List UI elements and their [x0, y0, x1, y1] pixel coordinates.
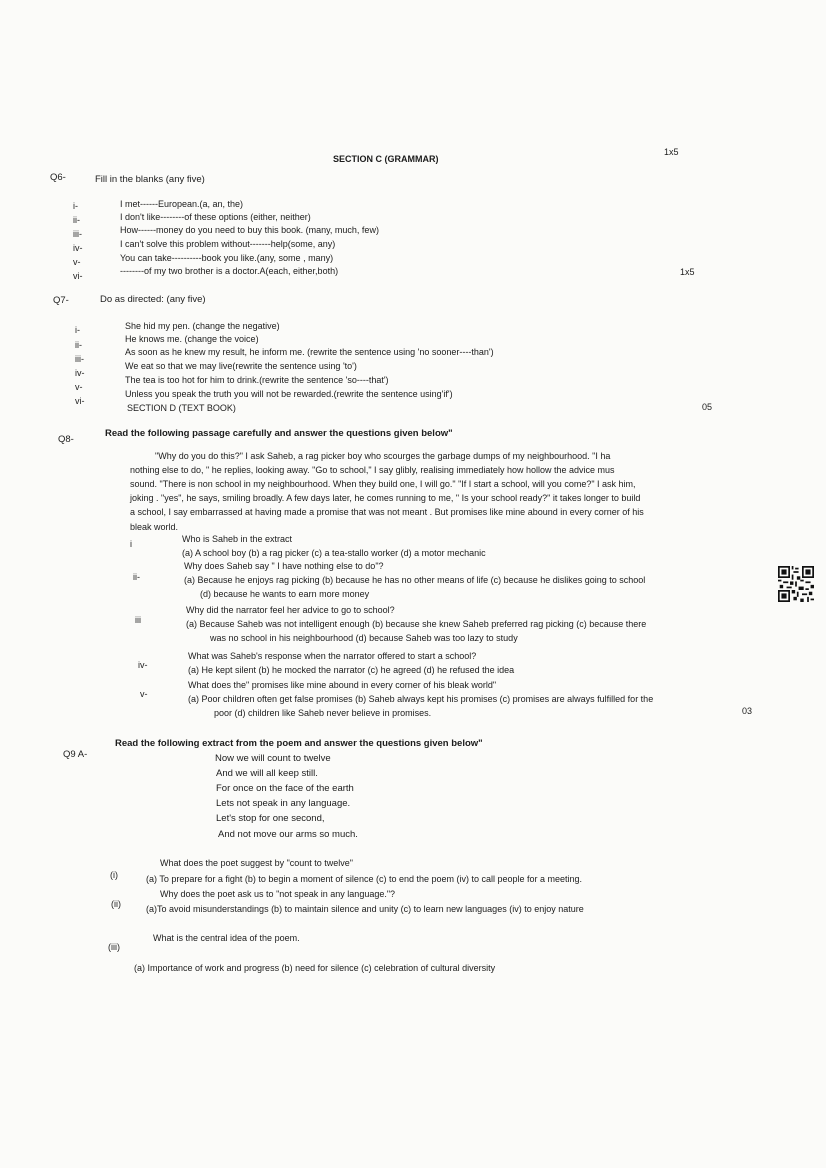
passage-line: a school, I say embarrassed at having made a promise that was not meant . But promises like mine abound in every corner of his	[130, 507, 644, 517]
section-d-marks: 05	[702, 402, 713, 412]
q8-question-text: Who is Saheb in the extract	[182, 534, 293, 544]
poem-line: Now we will count to twelve	[215, 753, 331, 764]
q9-option: (a) To prepare for a fight (b) to begin a moment of silence (c) to end the poem (iv) to call people for a meeting.	[146, 874, 583, 884]
q8-question-label: iv-	[138, 660, 148, 670]
qr-code-icon	[778, 566, 814, 602]
q9-question-text: What does the poet suggest by "count to twelve"	[160, 858, 354, 868]
section-c-title: SECTION C (GRAMMAR)	[333, 154, 439, 164]
q7-item-label: iv-	[75, 368, 85, 378]
q9-option: (a) Importance of work and progress (b) need for silence (c) celebration of cultural diversity	[134, 963, 496, 973]
q8-number: Q8-	[58, 434, 74, 445]
passage-line: "Why do you do this?" I ask Saheb, a rag picker boy who scourges the garbage dumps of my neighbourhood. "I ha	[155, 451, 611, 461]
q7-item-text: We eat so that we may live(rewrite the sentence using 'to')	[125, 361, 357, 371]
q7-item-label: vi-	[75, 396, 85, 406]
q7-item-text: She hid my pen. (change the negative)	[125, 321, 280, 331]
q6-item-label: iv-	[73, 243, 83, 253]
passage-line: bleak world.	[130, 522, 179, 532]
section-d-title: SECTION D (TEXT BOOK)	[127, 403, 236, 413]
q9-option: (a)To avoid misunderstandings (b) to maintain silence and unity (c) to learn new languages (iv) to enjoy nature	[146, 904, 584, 914]
q8-question-label: v-	[140, 689, 148, 699]
q8-option: (a) Because he enjoys rag picking (b) because he has no other means of life (c) because he dislikes going to school	[184, 575, 646, 585]
q8-question-text: Why does Saheb say " I have nothing else to do"?	[184, 561, 384, 571]
q6-item-text: How------money do you need to buy this book. (many, much, few)	[120, 225, 379, 235]
q9-question-label: (iii)	[108, 942, 120, 952]
q8-question-label: ii-	[133, 572, 140, 582]
q9-question-text: What is the central idea of the poem.	[153, 933, 300, 943]
poem-line: For once on the face of the earth	[216, 783, 354, 794]
q8-option: was no school in his neighbourhood (d) because Saheb was too lazy to study	[210, 633, 518, 643]
q7-item-text: The tea is too hot for him to drink.(rewrite the sentence 'so----that')	[125, 375, 389, 385]
q6-item-label: ii-	[73, 215, 80, 225]
poem-line: Let's stop for one second,	[216, 813, 325, 824]
q6-number: Q6-	[50, 172, 66, 183]
q6-item-label: vi-	[73, 271, 83, 281]
q8-option: (d) because he wants to earn more money	[200, 589, 370, 599]
q6-item-label: v-	[73, 257, 81, 267]
q8-option: (a) A school boy (b) a rag picker (c) a tea-stallo worker (d) a motor mechanic	[182, 548, 486, 558]
poem-line: And not move our arms so much.	[218, 829, 358, 840]
q8-question-text: Why did the narrator feel her advice to go to school?	[186, 605, 395, 615]
q9-question-text: Why does the poet ask us to "not speak in any language."?	[160, 889, 396, 899]
q8-question-text: What was Saheb's response when the narrator offered to start a school?	[188, 651, 477, 661]
q7-item-text: He knows me. (change the voice)	[125, 334, 259, 344]
marks-top: 1x5	[664, 147, 679, 157]
q8-option: (a) He kept silent (b) he mocked the narrator (c) he agreed (d) he refused the idea	[188, 665, 515, 675]
q8-option: (a) Poor children often get false promises (b) Saheb always kept his promises (c) promises are always fulfilled for the	[188, 694, 654, 704]
q7-item-text: Unless you speak the truth you will not be rewarded.(rewrite the sentence using'if')	[125, 389, 453, 399]
q6-marks: 1x5	[680, 267, 695, 277]
q7-item-text: As soon as he knew my result, he inform me. (rewrite the sentence using 'no sooner----than')	[125, 347, 494, 357]
q6-item-text: You can take----------book you like.(any, some , many)	[120, 253, 334, 263]
q7-item-label: i-	[75, 325, 80, 335]
poem-line: And we will all keep still.	[216, 768, 318, 779]
q7-item-label: iii-	[75, 354, 84, 364]
q8-question-text: What does the" promises like mine abound in every corner of his bleak world"	[188, 680, 497, 690]
q6-item-label: iii-	[73, 229, 82, 239]
q7-number: Q7-	[53, 295, 69, 306]
q7-instruction: Do as directed: (any five)	[100, 294, 206, 305]
passage-line: sound. "There is non school in my neighbourhood. When they build one, I will go." "If I start a school, will you come?" I ask him,	[130, 479, 636, 489]
q9-question-label: (ii)	[111, 899, 121, 909]
q9-question-label: (i)	[110, 870, 118, 880]
q6-item-text: I met------European.(a, an, the)	[120, 199, 244, 209]
q8-question-label: i	[130, 539, 132, 549]
q7-item-label: ii-	[75, 340, 82, 350]
q6-item-text: I can't solve this problem without-------help(some, any)	[120, 239, 336, 249]
q8-marks: 03	[742, 706, 753, 716]
passage-line: nothing else to do, " he replies, looking away. "Go to school," I say glibly, realising immediately how hollow the advice mus	[130, 465, 615, 475]
q6-item-text: I don't like--------of these options (either, neither)	[120, 212, 311, 222]
passage-line: joking . "yes", he says, smiling broadly. A few days later, he comes running to me, " Is your school ready?" it takes longer to build	[130, 493, 641, 503]
q9-number: Q9 A-	[63, 749, 88, 760]
q8-option: poor (d) children like Saheb never believe in promises.	[214, 708, 432, 718]
q9-instruction: Read the following extract from the poem and answer the questions given below"	[115, 738, 483, 749]
q6-instruction: Fill in the blanks (any five)	[95, 174, 205, 185]
q8-question-label: iii	[135, 615, 141, 625]
poem-line: Lets not speak in any language.	[216, 798, 351, 809]
q7-item-label: v-	[75, 382, 83, 392]
q6-item-text: --------of my two brother is a doctor.A(each, either,both)	[120, 266, 339, 276]
q8-option: (a) Because Saheb was not intelligent enough (b) because she knew Saheb preferred rag picking (c) because there	[186, 619, 647, 629]
q6-item-label: i-	[73, 201, 78, 211]
q8-instruction: Read the following passage carefully and answer the questions given below"	[105, 428, 453, 439]
